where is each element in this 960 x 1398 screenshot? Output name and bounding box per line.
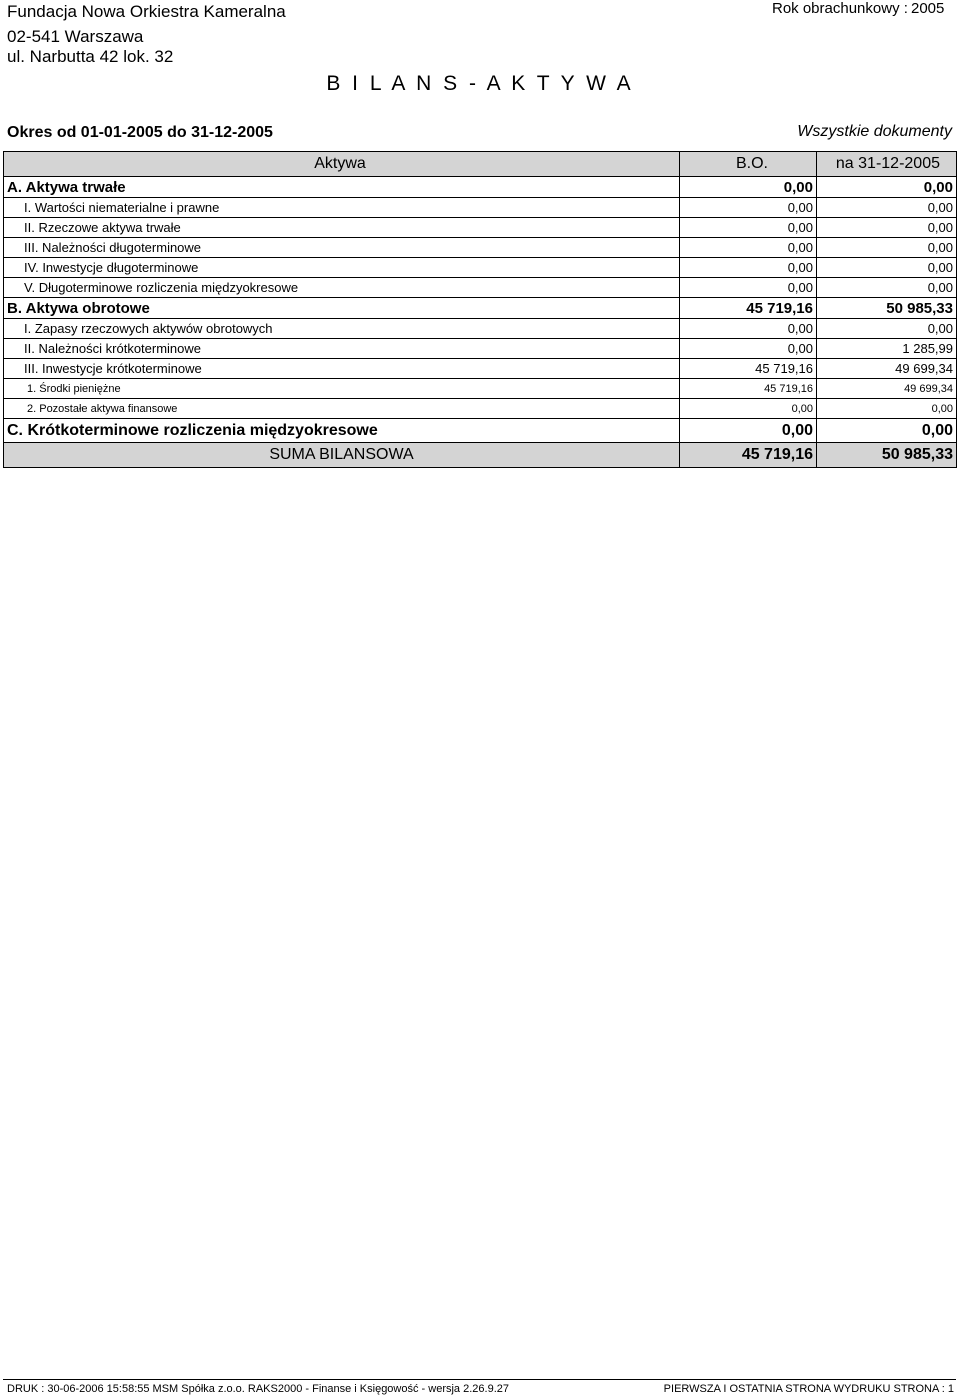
period-range: Okres od 01-01-2005 do 31-12-2005 xyxy=(7,124,273,141)
row-opening: 0,00 xyxy=(680,238,817,258)
table-row xyxy=(4,238,957,258)
documents-filter: Wszystkie dokumenty xyxy=(797,123,952,140)
org-street: ul. Narbutta 42 lok. 32 xyxy=(7,47,174,66)
table-row xyxy=(4,379,957,399)
row-closing: 0,00 xyxy=(817,319,957,339)
row-label: IV. Inwestycje długoterminowe xyxy=(4,258,680,278)
row-closing: 0,00 xyxy=(817,198,957,218)
row-closing: 49 699,34 xyxy=(817,359,957,379)
row-opening: 0,00 xyxy=(680,278,817,298)
row-label: 1. Środki pieniężne xyxy=(4,379,680,399)
row-closing: 0,00 xyxy=(817,177,957,198)
table-row xyxy=(4,399,957,419)
row-opening: 0,00 xyxy=(680,419,817,443)
balance-table xyxy=(3,151,957,468)
row-label: II. Rzeczowe aktywa trwałe xyxy=(4,218,680,238)
row-closing: 0,00 xyxy=(817,278,957,298)
row-closing: 0,00 xyxy=(817,258,957,278)
total-label: SUMA BILANSOWA xyxy=(4,443,680,468)
table-header xyxy=(4,152,957,177)
row-label: 2. Pozostałe aktywa finansowe xyxy=(4,399,680,419)
row-opening: 0,00 xyxy=(680,258,817,278)
table-row xyxy=(4,339,957,359)
table-row xyxy=(4,258,957,278)
table-row xyxy=(4,218,957,238)
page-title: B I L A N S - A K T Y W A xyxy=(326,72,634,95)
row-opening: 0,00 xyxy=(680,339,817,359)
row-opening: 0,00 xyxy=(680,177,817,198)
row-opening: 0,00 xyxy=(680,399,817,419)
row-label: I. Zapasy rzeczowych aktywów obrotowych xyxy=(4,319,680,339)
fiscal-year-value: 2005 xyxy=(911,0,945,17)
row-closing: 49 699,34 xyxy=(817,379,957,399)
row-label: C. Krótkoterminowe rozliczenia międzyokresowe xyxy=(4,419,680,443)
table-row xyxy=(4,359,957,379)
row-label: II. Należności krótkoterminowe xyxy=(4,339,680,359)
footer-print-info: DRUK : 30-06-2006 15:58:55 MSM Spółka z.o.o. RAKS2000 - Finanse i Księgowość - wersja 2.26.9.27 xyxy=(7,1383,509,1395)
footer-page-info: PIERWSZA I OSTATNIA STRONA WYDRUKU STRONA : 1 xyxy=(663,1383,954,1395)
row-closing: 0,00 xyxy=(817,419,957,443)
fiscal-year-label: Rok obrachunkowy : xyxy=(772,0,908,17)
row-opening: 0,00 xyxy=(680,319,817,339)
table-row xyxy=(4,198,957,218)
total-row xyxy=(4,443,957,468)
row-closing: 50 985,33 xyxy=(817,298,957,319)
org-city: 02-541 Warszawa xyxy=(7,27,144,46)
table-row xyxy=(4,177,957,198)
row-closing: 0,00 xyxy=(817,238,957,258)
footer-divider xyxy=(3,1379,956,1380)
total-opening: 45 719,16 xyxy=(680,443,817,468)
row-opening: 45 719,16 xyxy=(680,379,817,399)
row-label: I. Wartości niematerialne i prawne xyxy=(4,198,680,218)
table-row xyxy=(4,298,957,319)
row-label: A. Aktywa trwałe xyxy=(4,177,680,198)
table-row xyxy=(4,419,957,443)
row-label: B. Aktywa obrotowe xyxy=(4,298,680,319)
row-closing: 0,00 xyxy=(817,399,957,419)
org-name: Fundacja Nowa Orkiestra Kameralna xyxy=(7,2,286,21)
table-row xyxy=(4,319,957,339)
row-opening: 45 719,16 xyxy=(680,298,817,319)
row-label: III. Należności długoterminowe xyxy=(4,238,680,258)
row-opening: 0,00 xyxy=(680,218,817,238)
row-closing: 0,00 xyxy=(817,218,957,238)
row-label: V. Długoterminowe rozliczenia międzyokresowe xyxy=(4,278,680,298)
row-opening: 45 719,16 xyxy=(680,359,817,379)
col-header-closing: na 31-12-2005 xyxy=(817,152,957,177)
row-closing: 1 285,99 xyxy=(817,339,957,359)
table-row xyxy=(4,278,957,298)
total-closing: 50 985,33 xyxy=(817,443,957,468)
row-opening: 0,00 xyxy=(680,198,817,218)
col-header-assets: Aktywa xyxy=(4,152,680,177)
row-label: III. Inwestycje krótkoterminowe xyxy=(4,359,680,379)
col-header-opening: B.O. xyxy=(680,152,817,177)
